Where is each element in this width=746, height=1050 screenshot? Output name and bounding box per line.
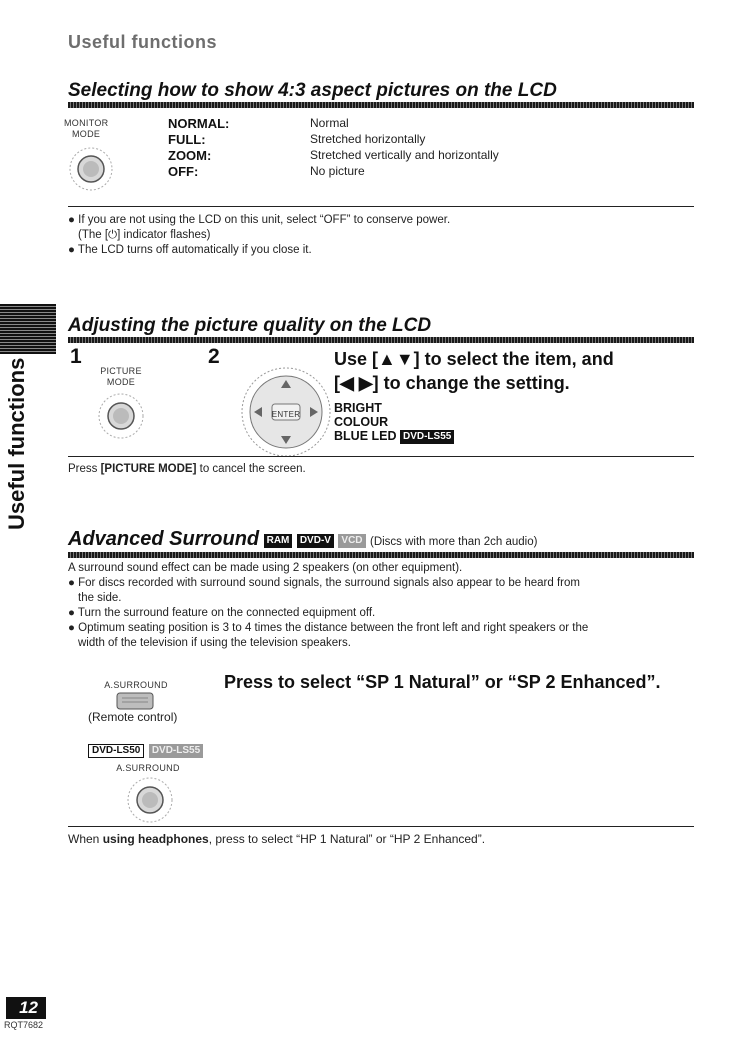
section-rule (68, 102, 694, 108)
mode-description: No picture (310, 164, 365, 178)
document-code: RQT7682 (4, 1020, 44, 1030)
quality-section-title: Adjusting the picture quality on the LCD (68, 315, 432, 336)
aspect-mode-labels (168, 116, 229, 180)
mode-description: Stretched horizontally (310, 132, 426, 146)
mode-label: FULL: (168, 132, 206, 147)
page-header: Useful functions (68, 32, 218, 52)
disc-badge-vcd: VCD (338, 534, 365, 548)
surround-bullet: ● For discs recorded with surround sound signals, the surround signals also appear to be heard from (68, 577, 580, 589)
quality-instruction-line1: Use [▲▼] to select the item, and (334, 349, 614, 369)
note-line: ● The LCD turns off automatically if you close it. (68, 244, 312, 256)
surround-bullet: width of the television if using the television speakers. (78, 637, 351, 649)
surround-section-title: Advanced Surround (68, 528, 260, 550)
unit-a-surround-button-icon (126, 776, 174, 824)
surround-bullet: ● Optimum seating position is 3 to 4 times the distance between the front left and right speakers or the (68, 622, 589, 634)
quality-items-list (334, 401, 454, 444)
section-divider (68, 206, 694, 207)
picture-mode-button-label (96, 366, 146, 388)
aspect-notes (68, 213, 694, 258)
surround-description (68, 561, 698, 651)
remote-button-label: A.SURROUND (104, 680, 168, 690)
enter-label: ENTER (271, 410, 301, 419)
disc-badge-ram: RAM (264, 534, 293, 548)
quality-instruction-line2: [◀ ▶] to change the setting. (334, 373, 570, 393)
section-rule (68, 552, 694, 558)
picture-mode-button-icon (97, 392, 145, 440)
side-section-label: Useful functions (4, 357, 29, 530)
surround-title-row (68, 528, 537, 551)
power-icon: ⏻ (108, 229, 118, 241)
remote-a-surround-button-icon (116, 692, 154, 710)
surround-intro: A surround sound effect can be made using 2 speakers (on other equipment). (68, 562, 463, 574)
monitor-mode-button-label (64, 118, 124, 140)
quality-item: COLOUR (334, 415, 389, 429)
quality-cancel-note: Press [PICTURE MODE] to cancel the screen. (68, 463, 306, 475)
monitor-mode-button-icon (68, 146, 114, 192)
button-label-line1: PICTURE (100, 366, 142, 376)
mode-description: Stretched vertically and horizontally (310, 148, 499, 162)
surround-instruction: Press to select “SP 1 Natural” or “SP 2 Enhanced”. (224, 672, 661, 692)
surround-bullet: the side. (78, 592, 122, 604)
button-label-line2: MODE (72, 129, 101, 139)
mode-label: ZOOM: (168, 148, 212, 163)
note-line: ● If you are not using the LCD on this unit, select “OFF” to conserve power. (68, 214, 451, 226)
model-badge-ls50: DVD-LS50 (88, 744, 144, 758)
section-divider (68, 456, 694, 457)
unit-button-label: A.SURROUND (116, 763, 180, 773)
section-rule (68, 337, 694, 343)
button-label-line1: MONITOR (64, 118, 109, 128)
remote-caption: (Remote control) (88, 710, 178, 724)
model-badge: DVD-LS55 (400, 430, 454, 444)
section-divider (68, 826, 694, 827)
page-number: 12 (6, 997, 46, 1019)
mode-label: OFF: (168, 164, 199, 179)
headphones-note: When using headphones, press to select “HP 1 Natural” or “HP 2 Enhanced”. (68, 832, 486, 846)
mode-description: Normal (310, 116, 349, 130)
aspect-section-title: Selecting how to show 4:3 aspect pictures on the LCD (68, 80, 557, 101)
mode-label: NORMAL: (168, 116, 230, 131)
section-tab-marker (0, 304, 56, 354)
surround-bullet: ● Turn the surround feature on the connected equipment off. (68, 607, 376, 619)
step-number: 2 (208, 345, 220, 368)
disc-badge-dvd-v: DVD-V (297, 534, 334, 548)
model-badge-ls55: DVD-LS55 (149, 744, 203, 758)
quality-item: BLUE LED DVD-LS55 (334, 429, 454, 444)
button-label-line2: MODE (106, 377, 136, 387)
quality-item: BRIGHT (334, 401, 382, 415)
note-line: (The [⏻] indicator flashes) (78, 229, 211, 241)
disc-badge-note: (Discs with more than 2ch audio) (369, 536, 538, 548)
aspect-mode-descriptions (310, 116, 499, 180)
model-badges-row (88, 742, 203, 760)
step-number: 1 (70, 345, 82, 368)
